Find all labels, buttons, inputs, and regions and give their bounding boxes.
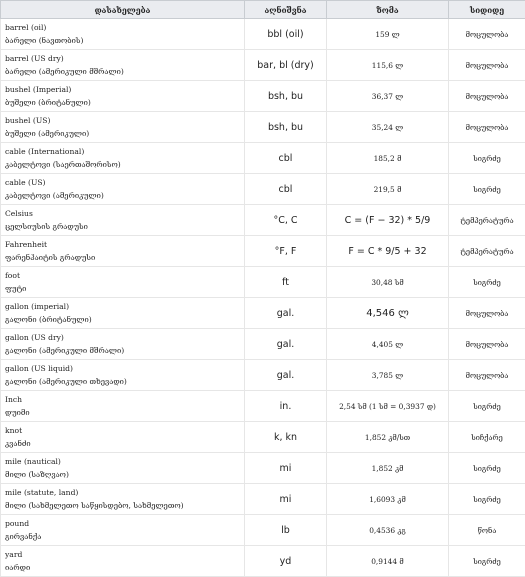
unit-name-ka: გირვანქა (5, 530, 240, 543)
unit-name-ka: გალონი (ამერიკული თხევადი) (5, 375, 240, 388)
unit-name-en: gallon (imperial) (5, 300, 240, 313)
unit-abbreviation: mi (245, 453, 327, 484)
table-row (1, 422, 525, 453)
table-row (1, 205, 525, 236)
unit-size: 3,785 ლ (327, 360, 449, 391)
unit-abbreviation: gal. (245, 298, 327, 329)
unit-name-cell (1, 391, 245, 422)
unit-abbreviation: mi (245, 484, 327, 515)
unit-name-en: Celsius (5, 207, 240, 220)
unit-quantity-type: სიგრძე (449, 391, 525, 422)
unit-name-cell (1, 236, 245, 267)
unit-size: 115,6 ლ (327, 50, 449, 81)
unit-abbreviation: gal. (245, 360, 327, 391)
unit-name-cell (1, 515, 245, 546)
unit-quantity-type: ტემპერატურა (449, 205, 525, 236)
unit-size: 159 ლ (327, 19, 449, 50)
unit-name-ka: იარდი (5, 561, 240, 574)
unit-name-ka: ფუტი (5, 282, 240, 295)
unit-name-en: bushel (US) (5, 114, 240, 127)
unit-abbreviation: cbl (245, 143, 327, 174)
table-row (1, 143, 525, 174)
unit-abbreviation: bsh, bu (245, 81, 327, 112)
header-name[interactable]: დასახელება (1, 1, 245, 19)
unit-size: 2,54 სმ (1 სმ = 0,3937 დ) (327, 391, 449, 422)
unit-name-en: bushel (Imperial) (5, 83, 240, 96)
table-row (1, 19, 525, 50)
unit-size: 35,24 ლ (327, 112, 449, 143)
unit-quantity-type: მოცულობა (449, 112, 525, 143)
unit-quantity-type: სიგრძე (449, 174, 525, 205)
unit-size: 4,405 ლ (327, 329, 449, 360)
unit-name-en: barrel (oil) (5, 21, 240, 34)
unit-size: C = (F − 32) * 5/9 (327, 205, 449, 236)
unit-name-ka: ბარელი (ნავთობის) (5, 34, 240, 47)
unit-quantity-type: სიგრძე (449, 453, 525, 484)
unit-name-en: pound (5, 517, 240, 530)
unit-size: 36,37 ლ (327, 81, 449, 112)
unit-name-ka: მილი (სახმელეთო საწყისდებო, სახმელეთო) (5, 499, 240, 512)
unit-name-cell (1, 422, 245, 453)
table-row (1, 267, 525, 298)
unit-name-en: Fahrenheit (5, 238, 240, 251)
unit-name-en: foot (5, 269, 240, 282)
table-row (1, 81, 525, 112)
unit-name-cell (1, 329, 245, 360)
unit-quantity-type: სიგრძე (449, 484, 525, 515)
unit-name-cell (1, 298, 245, 329)
unit-quantity-type: წონა (449, 515, 525, 546)
unit-quantity-type: მოცულობა (449, 360, 525, 391)
unit-name-en: gallon (US liquid) (5, 362, 240, 375)
unit-name-ka: ბარელი (ამერიკული მშრალი) (5, 65, 240, 78)
table-row (1, 391, 525, 422)
unit-name-en: mile (statute, land) (5, 486, 240, 499)
unit-name-cell (1, 484, 245, 515)
unit-abbreviation: bbl (oil) (245, 19, 327, 50)
table-row (1, 236, 525, 267)
unit-name-cell (1, 81, 245, 112)
table-row (1, 453, 525, 484)
unit-name-cell (1, 205, 245, 236)
unit-name-ka: ბუშელი (ბრიტანული) (5, 96, 240, 109)
unit-name-cell (1, 267, 245, 298)
unit-abbreviation: °C, C (245, 205, 327, 236)
header-abbr[interactable]: აღნიშვნა (245, 1, 327, 19)
unit-size: 4,546 ლ (327, 298, 449, 329)
unit-name-ka: კაბელტოვი (საერთაშორისო) (5, 158, 240, 171)
unit-name-en: gallon (US dry) (5, 331, 240, 344)
table-row (1, 515, 525, 546)
unit-name-ka: კაბელტოვი (ამერიკული) (5, 189, 240, 202)
unit-name-cell (1, 453, 245, 484)
unit-name-ka: მილი (საზღვაო) (5, 468, 240, 481)
unit-name-cell (1, 50, 245, 81)
unit-name-cell (1, 360, 245, 391)
unit-quantity-type: მოცულობა (449, 19, 525, 50)
unit-name-ka: კვანძი (5, 437, 240, 450)
unit-name-ka: ბუშელი (ამერიკული) (5, 127, 240, 140)
unit-name-en: cable (International) (5, 145, 240, 158)
unit-abbreviation: yd (245, 546, 327, 577)
unit-name-cell (1, 19, 245, 50)
unit-abbreviation: bsh, bu (245, 112, 327, 143)
unit-quantity-type: მოცულობა (449, 50, 525, 81)
unit-name-cell (1, 174, 245, 205)
unit-abbreviation: lb (245, 515, 327, 546)
unit-name-ka: გალონი (ამერიკული მშრალი) (5, 344, 240, 357)
unit-abbreviation: gal. (245, 329, 327, 360)
table-row (1, 546, 525, 577)
unit-quantity-type: სიგრძე (449, 143, 525, 174)
unit-quantity-type: მოცულობა (449, 298, 525, 329)
unit-name-cell (1, 143, 245, 174)
unit-name-ka: გალონი (ბრიტანული) (5, 313, 240, 326)
unit-name-en: knot (5, 424, 240, 437)
unit-name-cell (1, 112, 245, 143)
unit-size: 219,5 მ (327, 174, 449, 205)
header-type[interactable]: სიდიდე (449, 1, 525, 19)
unit-name-en: barrel (US dry) (5, 52, 240, 65)
unit-name-cell (1, 546, 245, 577)
unit-abbreviation: ft (245, 267, 327, 298)
unit-name-en: Inch (5, 393, 240, 406)
table-row (1, 50, 525, 81)
unit-abbreviation: °F, F (245, 236, 327, 267)
table-row (1, 360, 525, 391)
unit-name-en: yard (5, 548, 240, 561)
table-row (1, 174, 525, 205)
unit-size: 30,48 სმ (327, 267, 449, 298)
table-row (1, 112, 525, 143)
unit-abbreviation: bar, bl (dry) (245, 50, 327, 81)
unit-name-ka: ფარენჰაიტის გრადუსი (5, 251, 240, 264)
unit-quantity-type: მოცულობა (449, 81, 525, 112)
unit-size: 1,852 კმ (327, 453, 449, 484)
table-row (1, 298, 525, 329)
unit-quantity-type: მოცულობა (449, 329, 525, 360)
unit-size: 1,6093 კმ (327, 484, 449, 515)
unit-size: 185,2 მ (327, 143, 449, 174)
table-row (1, 484, 525, 515)
unit-name-ka: ცელსიუსის გრადუსი (5, 220, 240, 233)
unit-abbreviation: k, kn (245, 422, 327, 453)
unit-quantity-type: სიჩქარე (449, 422, 525, 453)
unit-abbreviation: in. (245, 391, 327, 422)
unit-quantity-type: ტემპერატურა (449, 236, 525, 267)
unit-quantity-type: სიგრძე (449, 267, 525, 298)
header-size[interactable]: ზომა (327, 1, 449, 19)
header-row (1, 1, 525, 19)
table-row (1, 329, 525, 360)
unit-name-en: mile (nautical) (5, 455, 240, 468)
unit-quantity-type: სიგრძე (449, 546, 525, 577)
unit-name-ka: დუიმი (5, 406, 240, 419)
unit-size: 0,9144 მ (327, 546, 449, 577)
unit-abbreviation: cbl (245, 174, 327, 205)
unit-size: 0,4536 კგ (327, 515, 449, 546)
unit-size: F = C * 9/5 + 32 (327, 236, 449, 267)
unit-name-en: cable (US) (5, 176, 240, 189)
unit-size: 1,852 კმ/სთ (327, 422, 449, 453)
